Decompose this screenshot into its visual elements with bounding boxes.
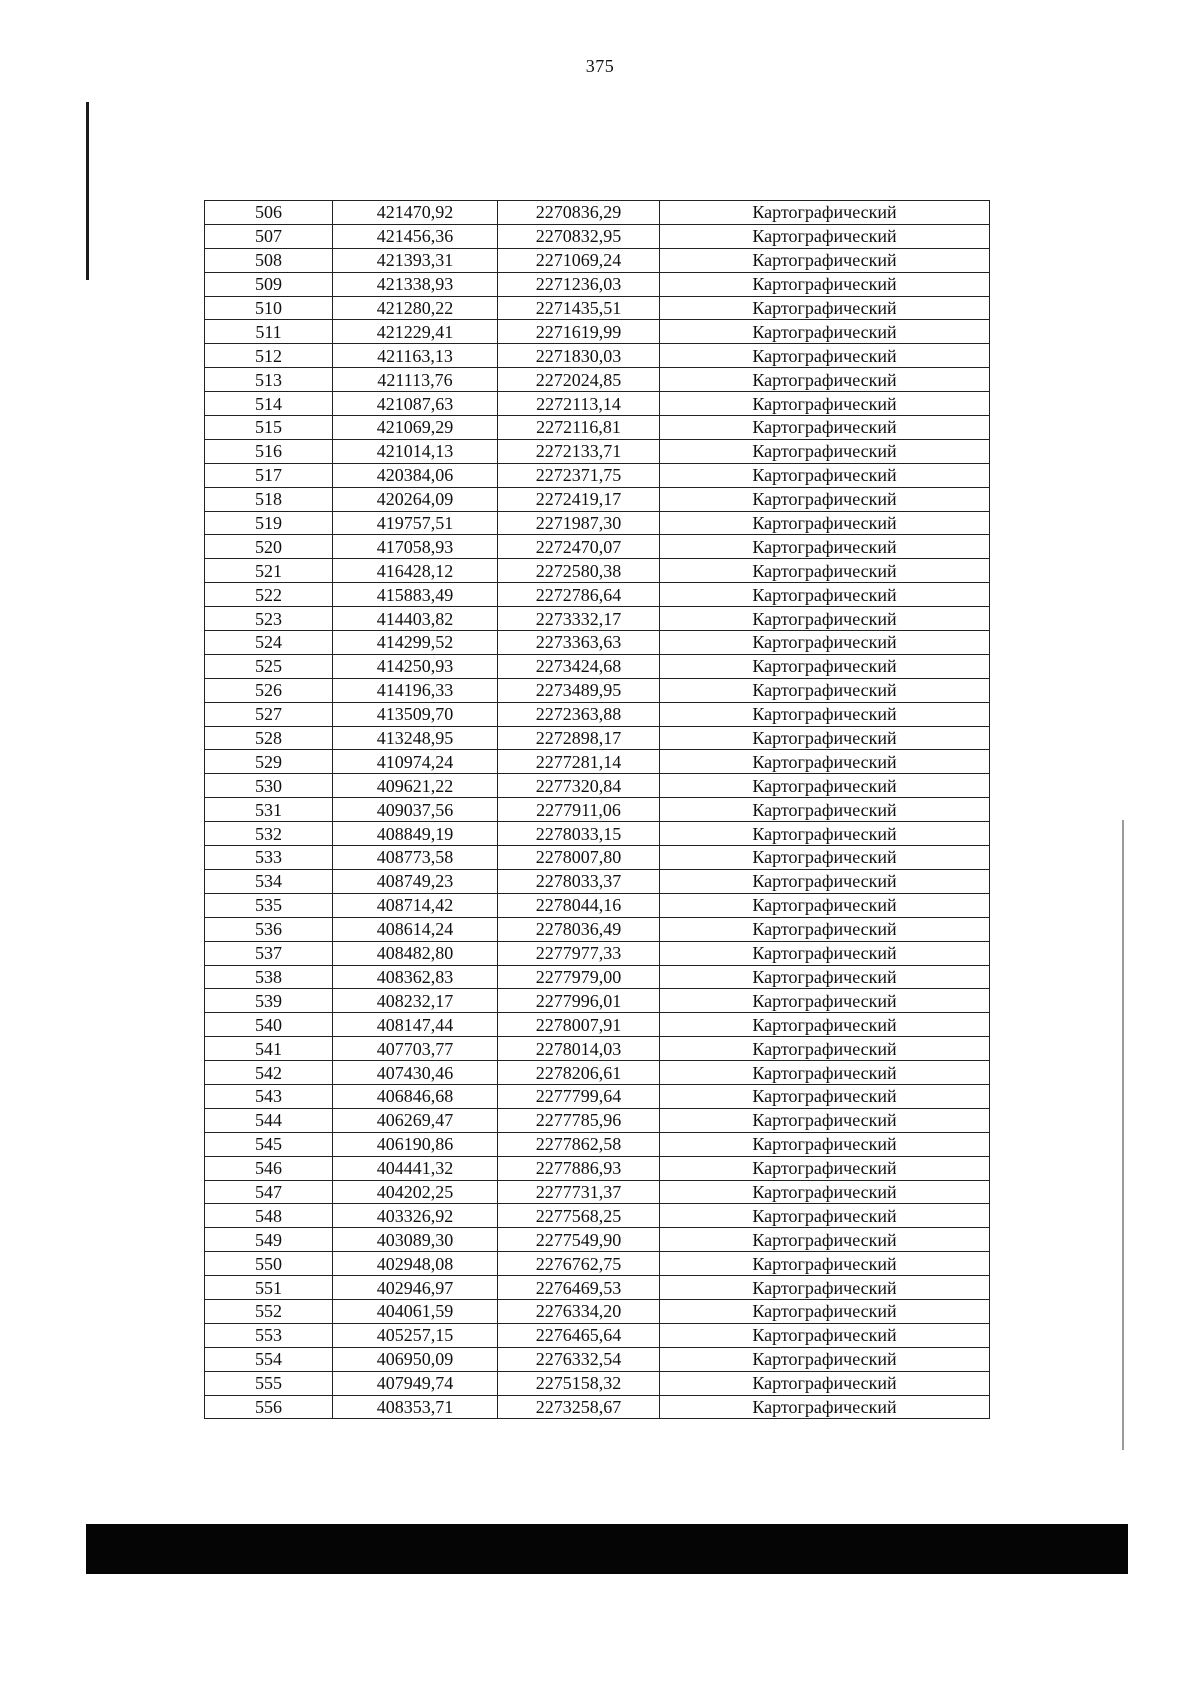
y-coordinate-cell: 2272113,14 [498, 392, 660, 416]
method-cell: Картографический [660, 1299, 990, 1323]
x-coordinate-cell: 406950,09 [333, 1347, 498, 1371]
y-coordinate-cell: 2277799,64 [498, 1084, 660, 1108]
y-coordinate-cell: 2277785,96 [498, 1108, 660, 1132]
table-row [205, 296, 990, 320]
point-number-cell: 534 [205, 869, 333, 893]
x-coordinate-cell: 417058,93 [333, 535, 498, 559]
table-row [205, 750, 990, 774]
point-number-cell: 525 [205, 654, 333, 678]
x-coordinate-cell: 402948,08 [333, 1252, 498, 1276]
method-cell: Картографический [660, 248, 990, 272]
method-cell: Картографический [660, 702, 990, 726]
table-row [205, 989, 990, 1013]
x-coordinate-cell: 408714,42 [333, 893, 498, 917]
table-row [205, 1037, 990, 1061]
point-number-cell: 516 [205, 439, 333, 463]
method-cell: Картографический [660, 941, 990, 965]
method-cell: Картографический [660, 320, 990, 344]
y-coordinate-cell: 2276332,54 [498, 1347, 660, 1371]
point-number-cell: 552 [205, 1299, 333, 1323]
point-number-cell: 536 [205, 917, 333, 941]
point-number-cell: 532 [205, 822, 333, 846]
table-row [205, 1132, 990, 1156]
y-coordinate-cell: 2271236,03 [498, 272, 660, 296]
y-coordinate-cell: 2277320,84 [498, 774, 660, 798]
table-row [205, 224, 990, 248]
point-number-cell: 548 [205, 1204, 333, 1228]
table-row [205, 439, 990, 463]
x-coordinate-cell: 421470,92 [333, 201, 498, 225]
method-cell: Картографический [660, 344, 990, 368]
method-cell: Картографический [660, 583, 990, 607]
x-coordinate-cell: 406269,47 [333, 1108, 498, 1132]
table-row [205, 1108, 990, 1132]
method-cell: Картографический [660, 416, 990, 440]
y-coordinate-cell: 2278036,49 [498, 917, 660, 941]
point-number-cell: 540 [205, 1013, 333, 1037]
y-coordinate-cell: 2273363,63 [498, 631, 660, 655]
table-row [205, 1299, 990, 1323]
table-row [205, 822, 990, 846]
method-cell: Картографический [660, 1180, 990, 1204]
method-cell: Картографический [660, 1395, 990, 1419]
x-coordinate-cell: 414196,33 [333, 678, 498, 702]
coordinates-table-body [205, 201, 990, 1419]
point-number-cell: 554 [205, 1347, 333, 1371]
point-number-cell: 553 [205, 1323, 333, 1347]
x-coordinate-cell: 407949,74 [333, 1371, 498, 1395]
table-row [205, 1323, 990, 1347]
method-cell: Картографический [660, 487, 990, 511]
table-row [205, 917, 990, 941]
method-cell: Картографический [660, 1371, 990, 1395]
method-cell: Картографический [660, 750, 990, 774]
method-cell: Картографический [660, 296, 990, 320]
x-coordinate-cell: 421456,36 [333, 224, 498, 248]
redaction-bar [86, 1524, 1128, 1574]
y-coordinate-cell: 2278014,03 [498, 1037, 660, 1061]
table-row [205, 607, 990, 631]
y-coordinate-cell: 2277886,93 [498, 1156, 660, 1180]
x-coordinate-cell: 420384,06 [333, 463, 498, 487]
x-coordinate-cell: 406846,68 [333, 1084, 498, 1108]
y-coordinate-cell: 2278007,80 [498, 846, 660, 870]
method-cell: Картографический [660, 1084, 990, 1108]
x-coordinate-cell: 421393,31 [333, 248, 498, 272]
point-number-cell: 551 [205, 1276, 333, 1300]
point-number-cell: 522 [205, 583, 333, 607]
y-coordinate-cell: 2272133,71 [498, 439, 660, 463]
x-coordinate-cell: 407430,46 [333, 1061, 498, 1085]
x-coordinate-cell: 409037,56 [333, 798, 498, 822]
table-row [205, 1204, 990, 1228]
table-row [205, 893, 990, 917]
table-row [205, 1084, 990, 1108]
x-coordinate-cell: 421113,76 [333, 368, 498, 392]
point-number-cell: 509 [205, 272, 333, 296]
method-cell: Картографический [660, 1132, 990, 1156]
x-coordinate-cell: 405257,15 [333, 1323, 498, 1347]
x-coordinate-cell: 404441,32 [333, 1156, 498, 1180]
table-row [205, 535, 990, 559]
y-coordinate-cell: 2271619,99 [498, 320, 660, 344]
x-coordinate-cell: 407703,77 [333, 1037, 498, 1061]
y-coordinate-cell: 2270832,95 [498, 224, 660, 248]
table-row [205, 846, 990, 870]
method-cell: Картографический [660, 1156, 990, 1180]
y-coordinate-cell: 2278206,61 [498, 1061, 660, 1085]
table-row [205, 1180, 990, 1204]
point-number-cell: 550 [205, 1252, 333, 1276]
method-cell: Картографический [660, 1347, 990, 1371]
y-coordinate-cell: 2278033,15 [498, 822, 660, 846]
table-row [205, 487, 990, 511]
method-cell: Картографический [660, 654, 990, 678]
method-cell: Картографический [660, 726, 990, 750]
table-row [205, 654, 990, 678]
table-row [205, 511, 990, 535]
method-cell: Картографический [660, 869, 990, 893]
y-coordinate-cell: 2272363,88 [498, 702, 660, 726]
point-number-cell: 520 [205, 535, 333, 559]
y-coordinate-cell: 2277977,33 [498, 941, 660, 965]
page-number: 375 [585, 56, 615, 76]
y-coordinate-cell: 2277549,90 [498, 1228, 660, 1252]
x-coordinate-cell: 421069,29 [333, 416, 498, 440]
point-number-cell: 521 [205, 559, 333, 583]
method-cell: Картографический [660, 559, 990, 583]
method-cell: Картографический [660, 463, 990, 487]
y-coordinate-cell: 2272371,75 [498, 463, 660, 487]
y-coordinate-cell: 2273424,68 [498, 654, 660, 678]
table-row [205, 1252, 990, 1276]
method-cell: Картографический [660, 1108, 990, 1132]
point-number-cell: 530 [205, 774, 333, 798]
x-coordinate-cell: 416428,12 [333, 559, 498, 583]
table-row [205, 869, 990, 893]
coordinates-table [204, 200, 990, 1419]
point-number-cell: 531 [205, 798, 333, 822]
x-coordinate-cell: 414250,93 [333, 654, 498, 678]
x-coordinate-cell: 415883,49 [333, 583, 498, 607]
table-row [205, 344, 990, 368]
y-coordinate-cell: 2270836,29 [498, 201, 660, 225]
point-number-cell: 533 [205, 846, 333, 870]
x-coordinate-cell: 414299,52 [333, 631, 498, 655]
point-number-cell: 543 [205, 1084, 333, 1108]
y-coordinate-cell: 2271987,30 [498, 511, 660, 535]
table-row [205, 965, 990, 989]
point-number-cell: 556 [205, 1395, 333, 1419]
table-row [205, 726, 990, 750]
point-number-cell: 506 [205, 201, 333, 225]
table-row [205, 248, 990, 272]
x-coordinate-cell: 421163,13 [333, 344, 498, 368]
table-row [205, 941, 990, 965]
scan-margin-line-right [1122, 820, 1124, 1450]
x-coordinate-cell: 408147,44 [333, 1013, 498, 1037]
method-cell: Картографический [660, 965, 990, 989]
y-coordinate-cell: 2273489,95 [498, 678, 660, 702]
point-number-cell: 526 [205, 678, 333, 702]
method-cell: Картографический [660, 607, 990, 631]
method-cell: Картографический [660, 1013, 990, 1037]
point-number-cell: 555 [205, 1371, 333, 1395]
y-coordinate-cell: 2277731,37 [498, 1180, 660, 1204]
point-number-cell: 513 [205, 368, 333, 392]
table-row [205, 272, 990, 296]
table-row [205, 1061, 990, 1085]
y-coordinate-cell: 2273332,17 [498, 607, 660, 631]
x-coordinate-cell: 421014,13 [333, 439, 498, 463]
table-row [205, 463, 990, 487]
point-number-cell: 538 [205, 965, 333, 989]
method-cell: Картографический [660, 368, 990, 392]
method-cell: Картографический [660, 846, 990, 870]
x-coordinate-cell: 404061,59 [333, 1299, 498, 1323]
x-coordinate-cell: 413248,95 [333, 726, 498, 750]
y-coordinate-cell: 2275158,32 [498, 1371, 660, 1395]
y-coordinate-cell: 2272786,64 [498, 583, 660, 607]
scan-margin-line-left [86, 102, 89, 280]
table-row [205, 1228, 990, 1252]
method-cell: Картографический [660, 917, 990, 941]
point-number-cell: 512 [205, 344, 333, 368]
point-number-cell: 510 [205, 296, 333, 320]
x-coordinate-cell: 413509,70 [333, 702, 498, 726]
method-cell: Картографический [660, 989, 990, 1013]
x-coordinate-cell: 408232,17 [333, 989, 498, 1013]
y-coordinate-cell: 2271435,51 [498, 296, 660, 320]
table-row [205, 416, 990, 440]
point-number-cell: 523 [205, 607, 333, 631]
point-number-cell: 544 [205, 1108, 333, 1132]
x-coordinate-cell: 408362,83 [333, 965, 498, 989]
x-coordinate-cell: 408482,80 [333, 941, 498, 965]
x-coordinate-cell: 408773,58 [333, 846, 498, 870]
point-number-cell: 524 [205, 631, 333, 655]
point-number-cell: 507 [205, 224, 333, 248]
point-number-cell: 527 [205, 702, 333, 726]
method-cell: Картографический [660, 535, 990, 559]
x-coordinate-cell: 420264,09 [333, 487, 498, 511]
y-coordinate-cell: 2272580,38 [498, 559, 660, 583]
table-row [205, 1156, 990, 1180]
table-row [205, 392, 990, 416]
method-cell: Картографический [660, 201, 990, 225]
x-coordinate-cell: 406190,86 [333, 1132, 498, 1156]
method-cell: Картографический [660, 1276, 990, 1300]
y-coordinate-cell: 2271830,03 [498, 344, 660, 368]
method-cell: Картографический [660, 439, 990, 463]
y-coordinate-cell: 2276334,20 [498, 1299, 660, 1323]
table-row [205, 1395, 990, 1419]
point-number-cell: 537 [205, 941, 333, 965]
table-row [205, 583, 990, 607]
method-cell: Картографический [660, 1061, 990, 1085]
method-cell: Картографический [660, 893, 990, 917]
method-cell: Картографический [660, 272, 990, 296]
method-cell: Картографический [660, 631, 990, 655]
table-row [205, 368, 990, 392]
y-coordinate-cell: 2277281,14 [498, 750, 660, 774]
x-coordinate-cell: 403326,92 [333, 1204, 498, 1228]
x-coordinate-cell: 402946,97 [333, 1276, 498, 1300]
x-coordinate-cell: 408849,19 [333, 822, 498, 846]
method-cell: Картографический [660, 1037, 990, 1061]
x-coordinate-cell: 410974,24 [333, 750, 498, 774]
x-coordinate-cell: 408614,24 [333, 917, 498, 941]
y-coordinate-cell: 2277862,58 [498, 1132, 660, 1156]
point-number-cell: 518 [205, 487, 333, 511]
point-number-cell: 529 [205, 750, 333, 774]
x-coordinate-cell: 419757,51 [333, 511, 498, 535]
method-cell: Картографический [660, 224, 990, 248]
y-coordinate-cell: 2277911,06 [498, 798, 660, 822]
x-coordinate-cell: 421338,93 [333, 272, 498, 296]
point-number-cell: 517 [205, 463, 333, 487]
table-row [205, 798, 990, 822]
table-row [205, 320, 990, 344]
x-coordinate-cell: 414403,82 [333, 607, 498, 631]
y-coordinate-cell: 2276762,75 [498, 1252, 660, 1276]
y-coordinate-cell: 2277568,25 [498, 1204, 660, 1228]
point-number-cell: 519 [205, 511, 333, 535]
x-coordinate-cell: 408749,23 [333, 869, 498, 893]
point-number-cell: 545 [205, 1132, 333, 1156]
y-coordinate-cell: 2272470,07 [498, 535, 660, 559]
y-coordinate-cell: 2272116,81 [498, 416, 660, 440]
point-number-cell: 541 [205, 1037, 333, 1061]
method-cell: Картографический [660, 511, 990, 535]
table-row [205, 678, 990, 702]
y-coordinate-cell: 2276469,53 [498, 1276, 660, 1300]
point-number-cell: 514 [205, 392, 333, 416]
point-number-cell: 535 [205, 893, 333, 917]
table-row [205, 1276, 990, 1300]
x-coordinate-cell: 403089,30 [333, 1228, 498, 1252]
y-coordinate-cell: 2272419,17 [498, 487, 660, 511]
point-number-cell: 539 [205, 989, 333, 1013]
point-number-cell: 511 [205, 320, 333, 344]
method-cell: Картографический [660, 822, 990, 846]
table-row [205, 559, 990, 583]
y-coordinate-cell: 2278033,37 [498, 869, 660, 893]
point-number-cell: 528 [205, 726, 333, 750]
point-number-cell: 546 [205, 1156, 333, 1180]
y-coordinate-cell: 2271069,24 [498, 248, 660, 272]
method-cell: Картографический [660, 774, 990, 798]
y-coordinate-cell: 2278044,16 [498, 893, 660, 917]
y-coordinate-cell: 2277979,00 [498, 965, 660, 989]
method-cell: Картографический [660, 678, 990, 702]
method-cell: Картографический [660, 1323, 990, 1347]
table-row [205, 1347, 990, 1371]
x-coordinate-cell: 409621,22 [333, 774, 498, 798]
x-coordinate-cell: 404202,25 [333, 1180, 498, 1204]
table-row [205, 1013, 990, 1037]
table-row [205, 631, 990, 655]
y-coordinate-cell: 2273258,67 [498, 1395, 660, 1419]
point-number-cell: 549 [205, 1228, 333, 1252]
method-cell: Картографический [660, 1204, 990, 1228]
table-row [205, 774, 990, 798]
table-row [205, 1371, 990, 1395]
y-coordinate-cell: 2272898,17 [498, 726, 660, 750]
point-number-cell: 542 [205, 1061, 333, 1085]
x-coordinate-cell: 408353,71 [333, 1395, 498, 1419]
method-cell: Картографический [660, 392, 990, 416]
point-number-cell: 515 [205, 416, 333, 440]
x-coordinate-cell: 421280,22 [333, 296, 498, 320]
point-number-cell: 547 [205, 1180, 333, 1204]
y-coordinate-cell: 2276465,64 [498, 1323, 660, 1347]
point-number-cell: 508 [205, 248, 333, 272]
method-cell: Картографический [660, 1228, 990, 1252]
y-coordinate-cell: 2277996,01 [498, 989, 660, 1013]
y-coordinate-cell: 2278007,91 [498, 1013, 660, 1037]
x-coordinate-cell: 421229,41 [333, 320, 498, 344]
y-coordinate-cell: 2272024,85 [498, 368, 660, 392]
x-coordinate-cell: 421087,63 [333, 392, 498, 416]
method-cell: Картографический [660, 798, 990, 822]
method-cell: Картографический [660, 1252, 990, 1276]
table-row [205, 702, 990, 726]
table-row [205, 201, 990, 225]
